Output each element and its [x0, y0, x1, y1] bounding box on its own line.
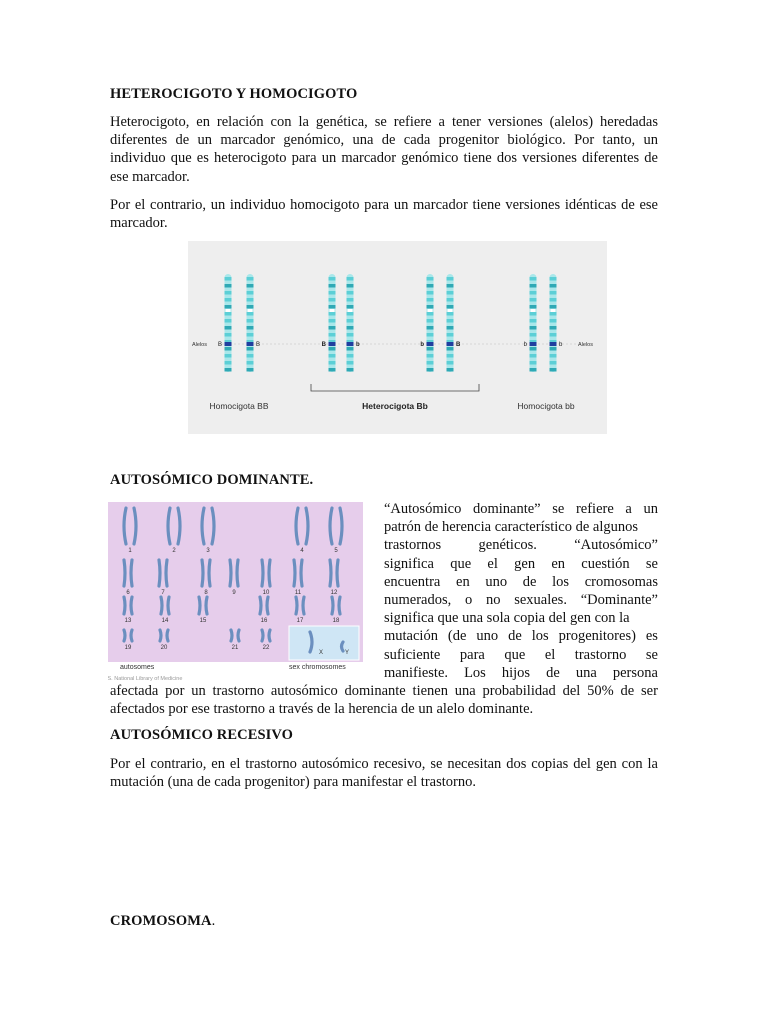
- dominante-wrapped-word: cuestión: [581, 555, 630, 572]
- chromosome-10-a: [262, 560, 263, 586]
- heading-cromosoma: [110, 913, 215, 930]
- chromosome-15-a: [199, 597, 200, 614]
- allele-chromosome-right: [347, 274, 354, 372]
- dominante-wrapped-word: trastornos: [384, 537, 442, 554]
- dominante-wrapped-line: [384, 609, 658, 627]
- chromosome-15-b: [206, 597, 207, 614]
- credit-nlm: U.S. National Library of Medicine: [108, 676, 183, 682]
- dominante-wrapped-word: “Autosómico”: [574, 537, 658, 554]
- dominante-wrapped-word: mutación: [384, 628, 438, 645]
- dominante-wrapped-word: es: [645, 628, 658, 645]
- chromosome-21-a: [231, 630, 232, 641]
- allele-chromosome-right: [447, 274, 454, 372]
- dominante-wrapped-line: [384, 646, 658, 664]
- dominante-full-word: afectada: [110, 683, 159, 699]
- dominante-wrapped-word: gen: [514, 555, 536, 572]
- heading-autosomico-recesivo: AUTOSÓMICO RECESIVO: [110, 727, 294, 743]
- heading-heterocigoto-homocigoto: HETEROCIGOTO Y HOMOCIGOTO: [110, 86, 358, 102]
- chromosome-12-a: [330, 560, 331, 586]
- chromosome-19-a: [124, 630, 125, 641]
- dominante-full-word: ser: [641, 683, 658, 699]
- dominante-wrapped-word: trastorno: [574, 646, 627, 663]
- chromosome-y: [342, 642, 344, 651]
- dominante-wrapped-word: en: [456, 573, 470, 590]
- chromosome-8-a: [202, 560, 203, 586]
- chromosome-number-8: 8: [204, 590, 208, 596]
- dominante-wrapped-word: una: [575, 664, 597, 681]
- sex-chromosome-label-x: X: [319, 650, 324, 656]
- dominante-full-word: autosómico: [270, 683, 338, 699]
- allele-chromosome-left: [427, 274, 434, 372]
- dominante-wrapped-word: que: [504, 646, 526, 663]
- chromosome-number-15: 15: [199, 618, 207, 624]
- dominante-wrapped-word: de: [546, 664, 560, 681]
- chromosome-18-a: [332, 597, 333, 614]
- chromosome-number-22: 22: [262, 645, 270, 651]
- dominante-wrapped-word: refiere: [575, 501, 614, 517]
- paragraph-homocigoto: Por el contrario, un individuo homocigoto para un marcador tiene versiones idénticas de ese marcador.: [110, 197, 658, 232]
- chromosome-number-19: 19: [124, 645, 132, 651]
- dominante-full-line: [110, 700, 658, 718]
- heading-cromosoma-period: .: [211, 913, 216, 929]
- chromosome-12-b: [337, 560, 338, 586]
- dominante-wrapped-word: Los: [464, 664, 486, 681]
- chromosome-7-b: [166, 560, 167, 586]
- dominante-wrapped-line: [384, 555, 658, 573]
- chromosome-number-3: 3: [206, 548, 210, 554]
- chromosome-9-b: [237, 560, 238, 586]
- dominante-wrapped-word: o: [464, 591, 473, 608]
- allele-chromosome-left: [530, 274, 537, 372]
- alleles-label-right: Alelos: [578, 342, 593, 348]
- dominante-wrapped-word: encuentra: [384, 573, 441, 590]
- caption-sex-chromosomes: sex chromosomes: [289, 664, 346, 671]
- dominante-wrapped-word: uno: [476, 628, 499, 645]
- chromosome-6-b: [131, 560, 132, 586]
- dominante-wrapped-word: que: [450, 555, 472, 572]
- allele-label: B: [321, 342, 326, 348]
- dominante-wrapped-word: genéticos.: [478, 537, 537, 554]
- dominante-wrapped-word: progenitores): [558, 628, 636, 645]
- dominante-wrapped-line: [384, 536, 658, 554]
- paragraph-autosomico-recesivo: Por el contrario, en el trastorno autosómico recesivo, se necesitan dos copias del gen con la mutación (una de cada progenitor) para manifestar el trastorno.: [110, 756, 658, 791]
- allele-chromosome-left: [225, 274, 232, 372]
- allele-label: B: [456, 342, 461, 348]
- dominante-wrapped-word: el: [544, 646, 556, 663]
- chromosome-number-10: 10: [262, 590, 270, 596]
- chromosome-10-b: [269, 560, 270, 586]
- heading-autosomico-dominante: AUTOSÓMICO DOMINANTE.: [110, 472, 314, 488]
- chromosome-number-11: 11: [294, 590, 302, 596]
- dominante-full-word: tienen: [412, 683, 448, 699]
- chromosome-22-b: [269, 630, 270, 641]
- chromosome-number-9: 9: [232, 590, 236, 596]
- alleles-diagram: [188, 241, 607, 434]
- chromosome-number-1: 1: [128, 548, 132, 554]
- chromosome-number-7: 7: [161, 590, 165, 596]
- paragraph-autosomico-dominante-wrapped: [384, 500, 658, 682]
- chromosome-number-4: 4: [300, 548, 304, 554]
- dominante-full-word: dominante: [344, 683, 406, 699]
- caption-heterocigota-Bb: Heterocigota Bb: [362, 401, 428, 411]
- chromosome-number-16: 16: [260, 618, 268, 624]
- dominante-full-line: [110, 682, 658, 700]
- dominante-full-word: 50%: [587, 683, 614, 699]
- dominante-wrapped-word: se: [552, 501, 565, 517]
- chromosome-14-b: [168, 597, 169, 614]
- dominante-full-word: afectados por ese trastorno a través de la herencia de un alelo dominante.: [110, 701, 534, 718]
- dominante-wrapped-word: un: [643, 501, 658, 517]
- chromosome-number-20: 20: [160, 645, 168, 651]
- dominante-wrapped-line: [384, 591, 658, 609]
- allele-label: B: [256, 342, 261, 348]
- chromosome-number-21: 21: [231, 645, 239, 651]
- dominante-full-word: trastorno: [212, 683, 265, 699]
- dominante-wrapped-word: suficiente: [384, 646, 441, 663]
- dominante-wrapped-word: (de: [447, 628, 467, 645]
- heterozygote-bracket: [311, 384, 479, 391]
- chromosome-number-17: 17: [296, 618, 304, 624]
- dominante-wrapped-word: “Dominante”: [580, 591, 658, 608]
- chromosome-7-a: [159, 560, 160, 586]
- paragraph-heterocigoto: Heterocigoto, en relación con la genética, se refiere a tener versiones (alelos) heredadas diferentes de un marcador genómico, una de cada progenitor biológico. Por tanto, un individuo que es heterocigoto para un marcador genómico tiene dos versiones diferentes de ese marcador.: [110, 114, 658, 185]
- dominante-full-word: de: [620, 683, 635, 699]
- allele-label: b: [559, 342, 563, 348]
- allele-label: B: [217, 342, 222, 348]
- karyotype-diagram: [108, 502, 370, 684]
- dominante-wrapped-line: [384, 664, 658, 682]
- dominante-full-word: probabilidad: [482, 683, 556, 699]
- dominante-wrapped-word: hijos: [501, 664, 531, 681]
- dominante-wrapped-word: cromosomas: [584, 573, 658, 590]
- allele-chromosome-left: [329, 274, 336, 372]
- dominante-full-word: un: [191, 683, 206, 699]
- dominante-wrapped-word: dominante”: [472, 501, 541, 517]
- dominante-wrapped-word: se: [645, 646, 658, 663]
- dominante-wrapped-word: de: [522, 573, 537, 590]
- chromosome-number-18: 18: [332, 618, 340, 624]
- chromosome-number-5: 5: [334, 548, 338, 554]
- chromosome-13-a: [124, 597, 125, 614]
- dominante-wrapped-word: numerados,: [384, 591, 452, 608]
- allele-label: b: [523, 342, 527, 348]
- chromosome-19-b: [131, 630, 132, 641]
- karyotype-figure: [108, 502, 370, 684]
- chromosome-number-12: 12: [330, 590, 338, 596]
- dominante-wrapped-word: “Autosómico: [384, 501, 462, 517]
- dominante-wrapped-word: el: [487, 555, 498, 572]
- dominante-wrapped-word: sexuales.: [514, 591, 567, 608]
- chromosome-21-b: [238, 630, 239, 641]
- dominante-wrapped-word: de: [508, 628, 522, 645]
- dominante-wrapped-word: manifieste.: [384, 664, 449, 681]
- caption-homocigota-BB: Homocigota BB: [209, 401, 269, 411]
- dominante-wrapped-word: patrón de herencia característico de algunos: [384, 519, 639, 536]
- chromosome-13-b: [131, 597, 132, 614]
- dominante-full-word: por: [165, 683, 185, 699]
- heading-cromosoma-text: CROMOSOMA: [110, 913, 212, 929]
- chromosome-16-b: [267, 597, 268, 614]
- chromosome-22-a: [262, 630, 263, 641]
- chromosome-number-13: 13: [124, 618, 132, 624]
- chromosome-11-a: [294, 560, 295, 586]
- dominante-wrapped-line: [384, 518, 658, 536]
- dominante-wrapped-word: a: [625, 501, 632, 517]
- allele-chromosome-right: [550, 274, 557, 372]
- chromosome-number-14: 14: [161, 618, 169, 624]
- chromosome-number-2: 2: [172, 548, 176, 554]
- chromosome-9-a: [230, 560, 231, 586]
- chromosome-17-b: [303, 597, 304, 614]
- dominante-wrapped-word: para: [459, 646, 485, 663]
- chromosome-number-6: 6: [126, 590, 130, 596]
- dominante-wrapped-word: uno: [485, 573, 508, 590]
- paragraph-autosomico-dominante-continued: [110, 682, 658, 718]
- dominante-wrapped-line: [384, 500, 658, 518]
- chromosome-11-b: [301, 560, 302, 586]
- chromosome-18-b: [339, 597, 340, 614]
- dominante-wrapped-word: no: [485, 591, 501, 608]
- chromosome-20-a: [160, 630, 161, 641]
- chromosome-20-b: [167, 630, 168, 641]
- dominante-wrapped-word: en: [551, 555, 566, 572]
- dominante-wrapped-word: persona: [612, 664, 658, 681]
- dominante-wrapped-word: significa: [384, 555, 434, 572]
- dominante-wrapped-word: los: [531, 628, 549, 645]
- chromosome-14-a: [161, 597, 162, 614]
- dominante-wrapped-line: [384, 573, 658, 591]
- dominante-wrapped-word: significa que una sola copia del gen con la: [384, 610, 630, 627]
- allele-label: b: [356, 342, 360, 348]
- sex-chromosome-label-y: Y: [345, 650, 350, 656]
- chromosome-17-a: [296, 597, 297, 614]
- dominante-wrapped-line: [384, 627, 658, 645]
- caption-autosomes: autosomes: [120, 664, 155, 671]
- dominante-wrapped-word: se: [645, 555, 658, 572]
- chromosome-8-b: [209, 560, 210, 586]
- alleles-label-left: Alelos: [192, 342, 207, 348]
- allele-chromosome-right: [247, 274, 254, 372]
- alleles-figure: [188, 241, 607, 434]
- chromosome-6-a: [124, 560, 125, 586]
- dominante-full-word: una: [454, 683, 476, 699]
- caption-homocigota-bb: Homocigota bb: [517, 401, 575, 411]
- chromosome-16-a: [260, 597, 261, 614]
- dominante-full-word: del: [562, 683, 581, 699]
- allele-label: b: [420, 342, 424, 348]
- dominante-wrapped-word: los: [552, 573, 570, 590]
